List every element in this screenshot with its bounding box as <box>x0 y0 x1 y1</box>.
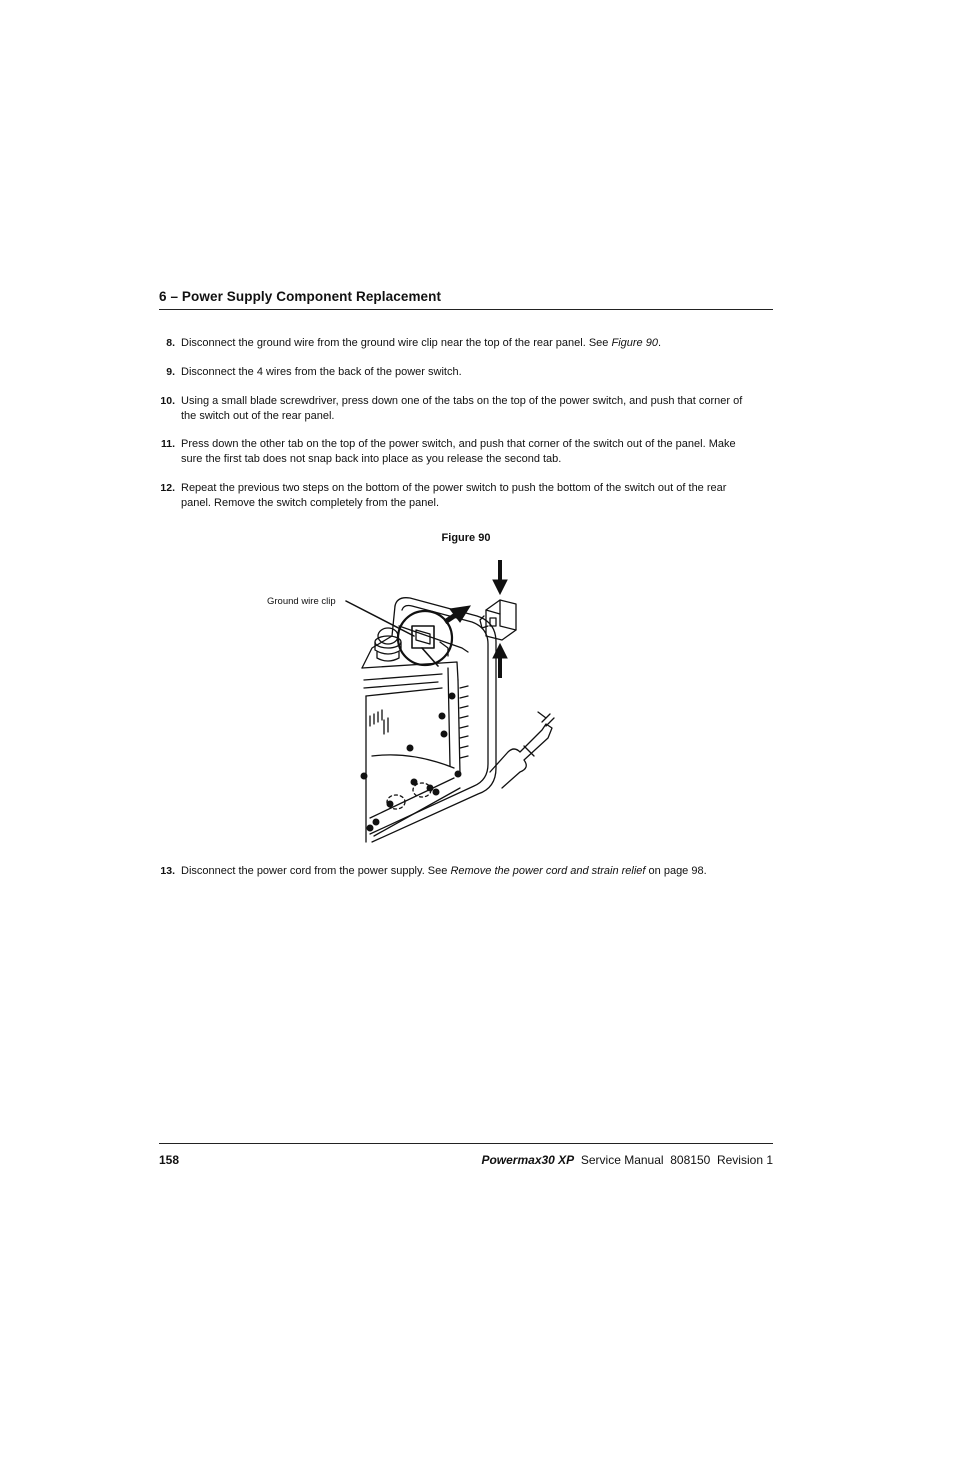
step-text: Disconnect the power cord from the power supply. See Remove the power cord and strain relief on page 98. <box>181 865 707 877</box>
power-cord <box>490 724 552 788</box>
step-text: Disconnect the 4 wires from the back of the power switch. <box>181 366 462 378</box>
step-number: 8. <box>166 337 175 349</box>
step-number: 12. <box>160 482 175 494</box>
arrow-up-icon <box>493 644 507 678</box>
ground-wire-clip-highlight <box>398 611 452 665</box>
page-number: 158 <box>159 1153 180 1167</box>
step-number: 11. <box>160 438 175 450</box>
step-number: 10. <box>160 395 175 407</box>
arrow-down-icon <box>493 560 507 594</box>
step-text: Using a small blade screwdriver, press down one of the tabs on the top of the power switch, and push that corner of the switch out of the rear panel. <box>181 395 743 422</box>
step-text: Press down the other tab on the top of the power switch, and push that corner of the switch out of the panel. Make sure the first tab does not snap back into place as you release the second tab. <box>181 438 736 465</box>
document-type: Service Manual <box>580 1153 664 1167</box>
figure-reference-link[interactable]: Figure 90 <box>611 337 658 349</box>
product-name: Powermax30 XP <box>481 1153 575 1167</box>
page-footer <box>159 1143 773 1167</box>
revision: Revision 1 <box>716 1153 773 1167</box>
step-text: Disconnect the ground wire from the ground wire clip near the top of the rear panel. See Figure 90. <box>181 337 662 349</box>
part-number: 808150 <box>670 1153 711 1167</box>
step-number: 9. <box>166 366 175 378</box>
figure-label: Figure 90 <box>441 532 491 544</box>
page-header <box>159 288 773 310</box>
step-number: 13. <box>160 865 175 877</box>
screws <box>361 693 462 832</box>
callout-label: Ground wire clip <box>267 596 336 607</box>
document-info <box>481 1153 773 1167</box>
rear-panel-illustration <box>262 556 562 846</box>
section-reference-link[interactable]: Remove the power cord and strain relief <box>450 865 646 877</box>
step-text: Repeat the previous two steps on the bottom of the power switch to push the bottom of the switch out of the rear panel. Remove the switch completely from the panel. <box>181 482 727 509</box>
power-switch <box>480 600 516 640</box>
section-title: 6 – Power Supply Component Replacement <box>159 289 442 304</box>
